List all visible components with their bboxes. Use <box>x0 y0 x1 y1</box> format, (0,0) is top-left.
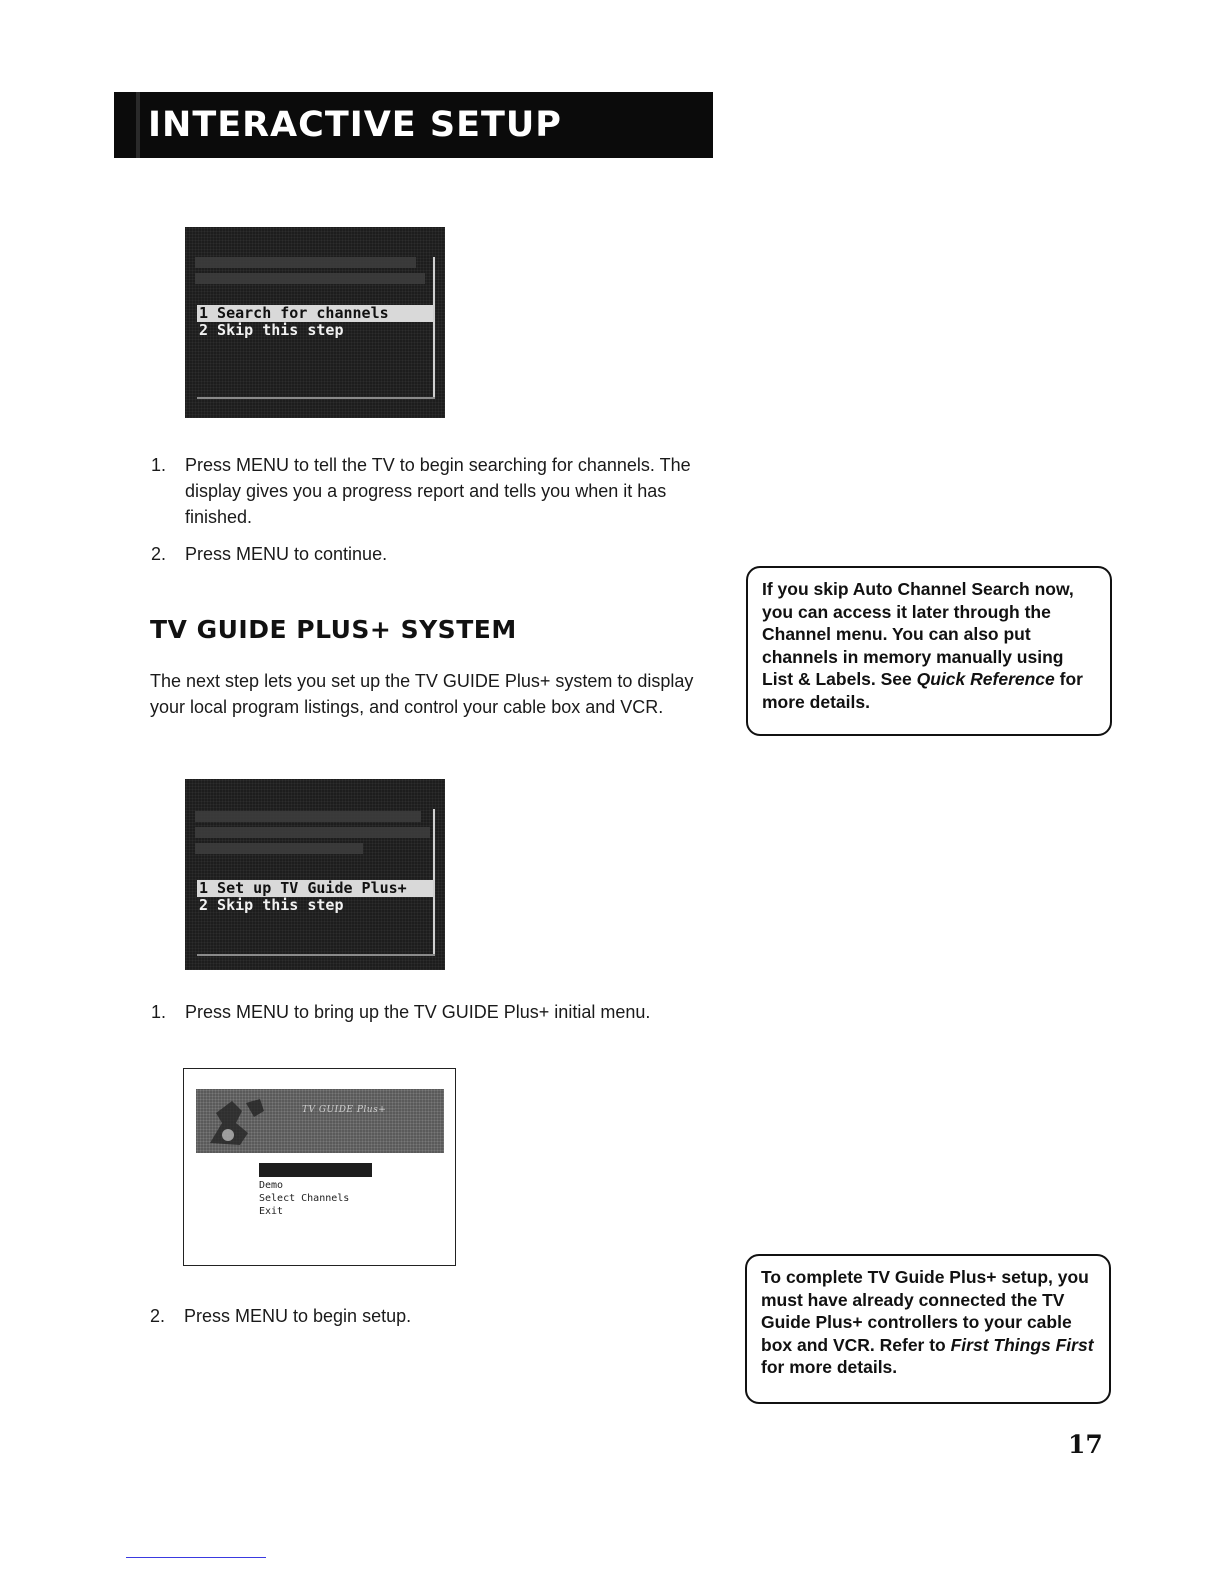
footer-rule <box>126 1557 266 1558</box>
screen-frame-right <box>433 809 435 954</box>
page-number: 17 <box>1068 1430 1103 1459</box>
list-item <box>151 452 715 530</box>
step-text: Press MENU to continue. <box>185 544 388 564</box>
screen-frame-right <box>433 257 435 397</box>
screen-frame-bottom <box>197 954 435 956</box>
step-number: 2. <box>151 544 167 564</box>
page-title: INTERACTIVE SETUP <box>148 105 562 145</box>
tv-screen-channel-search <box>185 227 445 418</box>
note-box-guide-setup <box>745 1254 1111 1404</box>
menu-list <box>259 1179 349 1218</box>
screen-option-skip-step: 2 Skip this step <box>199 321 344 339</box>
tv-screen-guide-setup <box>185 779 445 970</box>
note-text: for more details. <box>762 669 1083 712</box>
screen-option-skip-step: 2 Skip this step <box>199 896 344 914</box>
step-text: Press MENU to bring up the TV GUIDE Plus+ initial menu. <box>185 1002 651 1022</box>
note-emphasis: Quick Reference <box>916 669 1055 689</box>
step-number: 2. <box>150 1306 166 1326</box>
step-text: Press MENU to tell the TV to begin searching for channels. The display gives you a progress report and tells you when it has finished. <box>185 455 691 527</box>
note-text: for more details. <box>761 1357 898 1377</box>
screen-option-search-channels: 1 Search for channels <box>197 305 435 322</box>
tv-guide-menu-screen <box>183 1068 456 1266</box>
menu-selection-highlight <box>259 1163 372 1177</box>
note-box-channel-search <box>746 566 1112 736</box>
guide-logo-icon <box>202 1093 280 1149</box>
note-text: If you skip Auto Channel Search now, you can access it later through the Channel menu. You can also put channels in memory manually using List & Labels. See <box>762 579 1074 689</box>
screen-blurred-text <box>195 811 435 859</box>
menu-banner <box>196 1089 444 1153</box>
step-number: 1. <box>151 455 167 475</box>
menu-item-demo: Demo <box>259 1180 284 1191</box>
section-intro: The next step lets you set up the TV GUIDE Plus+ system to display your local program listings, and control your cable box and VCR. <box>150 671 694 717</box>
list-item <box>151 541 715 567</box>
screen-frame-bottom <box>197 397 435 399</box>
section-heading: TV GUIDE PLUS+ SYSTEM <box>150 615 517 644</box>
list-item <box>151 999 715 1025</box>
menu-item-select-channels: Select Channels <box>259 1193 350 1204</box>
step-number: 1. <box>151 1002 167 1022</box>
menu-item-exit: Exit <box>259 1206 284 1217</box>
screen-blurred-text <box>195 257 435 289</box>
menu-brand: TV GUIDE Plus+ <box>302 1105 387 1115</box>
list-item <box>150 1303 714 1329</box>
step-text: Press MENU to begin setup. <box>184 1306 412 1326</box>
header-bar-edge <box>136 92 140 158</box>
note-text: To complete TV Guide Plus+ setup, you must have already connected the TV Guide Plus+ controllers to your cable box and VCR. Refer to <box>761 1267 1089 1355</box>
screen-option-setup-guide: 1 Set up TV Guide Plus+ <box>197 880 435 897</box>
note-emphasis: First Things First <box>950 1334 1094 1355</box>
